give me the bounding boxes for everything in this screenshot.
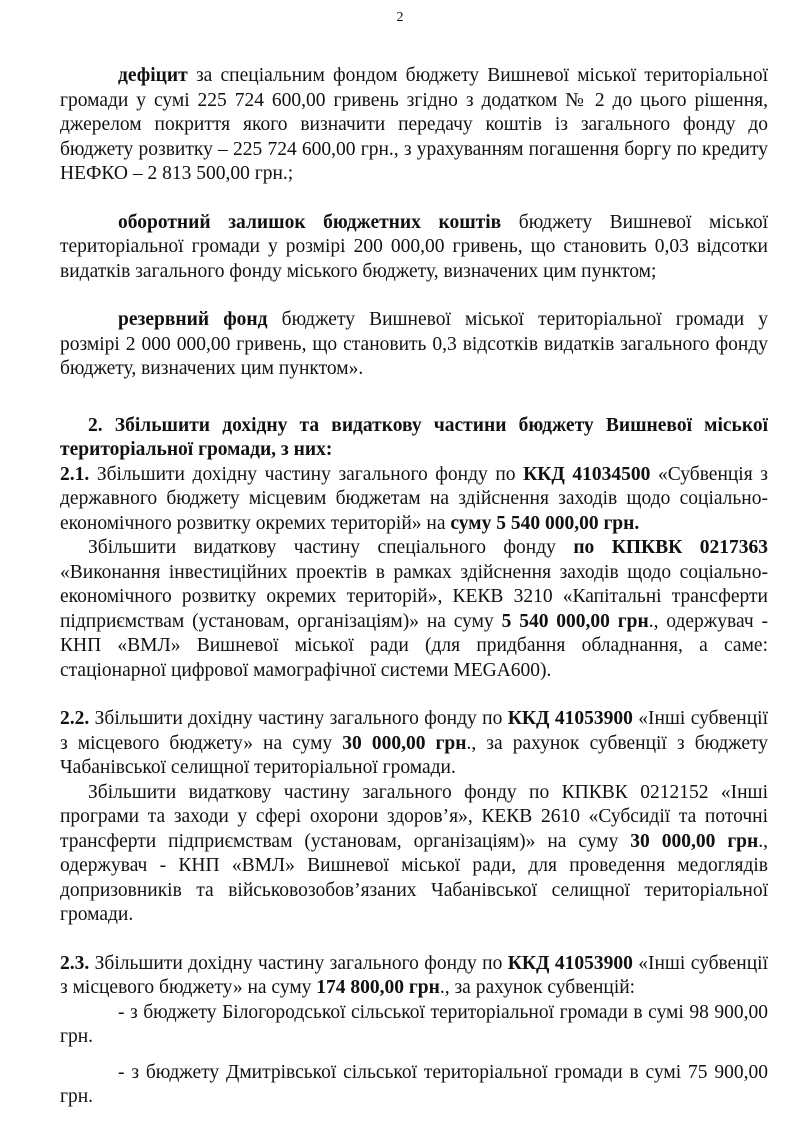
reserve-fund-text: бюджету Вишневої міської територіальної громади у розмірі 2 000 000,00 гривень, що становить 0,3 відсотків видатків загального фонду бюджету, визначених цим пунктом». [60,309,769,379]
clause-number: 2.1. [60,463,90,485]
paragraph-working-balance [60,211,768,285]
income-sum: суму 5 540 000,00 грн. [450,512,640,534]
page-number: 2 [396,10,404,25]
paragraph-deficit [60,64,768,187]
deficit-text: за спеціальним фондом бюджету Вишневої міської територіальної громади у сумі 225 724 600,00 гривень згідно з додатком № 2 до цього рішення, джерелом покриття якого визначити передачу коштів із загального фонду до бюджету розвитку – 225 724 600,00 грн., з урахуванням погашення боргу по кредиту НЕФКО – 2 813 500,00 грн.; [60,65,768,184]
kkd-code: ККД 41034500 [523,463,651,485]
term-reserve-fund: резервний фонд [118,309,268,330]
subvention-item-dmytrivka: - з бюджету Дмитрівської сільської територіальної громади в сумі 75 900,00 грн. [60,1061,768,1107]
term-deficit: дефіцит [118,65,188,86]
kpkvk-code: по КПКВК 0217363 [573,537,769,558]
expense-sum: 30 000,00 грн [630,830,759,852]
document-body [60,64,768,1110]
term-working-balance: оборотний залишок бюджетних коштів [118,211,502,233]
income-sum: 30 000,00 грн [342,732,467,754]
kkd-code: ККД 41053900 [507,708,633,729]
clause-2-1-expense: Збільшити видаткову частину спеціального фонду по КПКВК 0217363 «Виконання інвестиційних проектів в рамках здійснення заходів щодо соціально-економічного розвитку окремих територій», КЕКВ 3210 «Капітальні трансферти підприємствам (установам, організаціям)» на суму 5 540 000,00 грн., одержувач - КНП «ВМЛ» Вишневої міської ради (для придбання обладнання, а саме: стаціонарної цифрової мамографічної системи MEGA600). [60,537,769,681]
clause-2-2-expense: Збільшити видаткову частину загального фонду по КПКВК 0212152 «Інші програми та заходи у сфері охорони здоров’я», КЕКВ 2610 «Субсидії та поточні трансферти підприємствам (установам, організаціям)» на суму 30 000,00 грн., одержувач - КНП «ВМЛ» Вишневої міської ради, для проведення медоглядів допризовників та військовозобов’язаних Чабанівської селищної територіальної громади. [60,781,768,925]
clause-2-1-income: 2.1. Збільшити дохідну частину загального фонду по ККД 41034500 «Субвенція з державного бюджету місцевим бюджетам на здійснення заходів щодо соціально-економічного розвитку окремих територій» на суму 5 540 000,00 грн. [60,463,768,534]
section-heading: 2. Збільшити дохідну та видаткову частини бюджету Вишневої міської територіальної громади, з них: [60,414,768,460]
expense-sum: 5 540 000,00 грн [501,610,649,632]
working-balance-text: бюджету Вишневої міської територіальної громади у розмірі 200 000,00 гривень, що становить 0,03 відсотки видатків загального фонду міського бюджету, визначених цим пунктом; [60,211,768,282]
clause-number: 2.2. [60,708,90,729]
income-sum: 174 800,00 грн [316,977,440,998]
subvention-item-bilohorodka: - з бюджету Білогородської сільської територіальної громади в сумі 98 900,00 грн. [60,1001,768,1047]
paragraph-reserve-fund [60,308,768,382]
clause-2-3-income: 2.3. Збільшити дохідну частину загального фонду по ККД 41053900 «Інші субвенції з місцевого бюджету» на суму 174 800,00 грн., за рахунок субвенцій: [60,952,768,998]
kkd-code: ККД 41053900 [507,952,633,974]
clause-2-2-income: 2.2. Збільшити дохідну частину загального фонду по ККД 41053900 «Інші субвенції з місцевого бюджету» на суму 30 000,00 грн., за рахунок субвенції з бюджету Чабанівської селищної територіальної громади. [60,708,768,778]
clause-number: 2.3. [60,952,90,974]
